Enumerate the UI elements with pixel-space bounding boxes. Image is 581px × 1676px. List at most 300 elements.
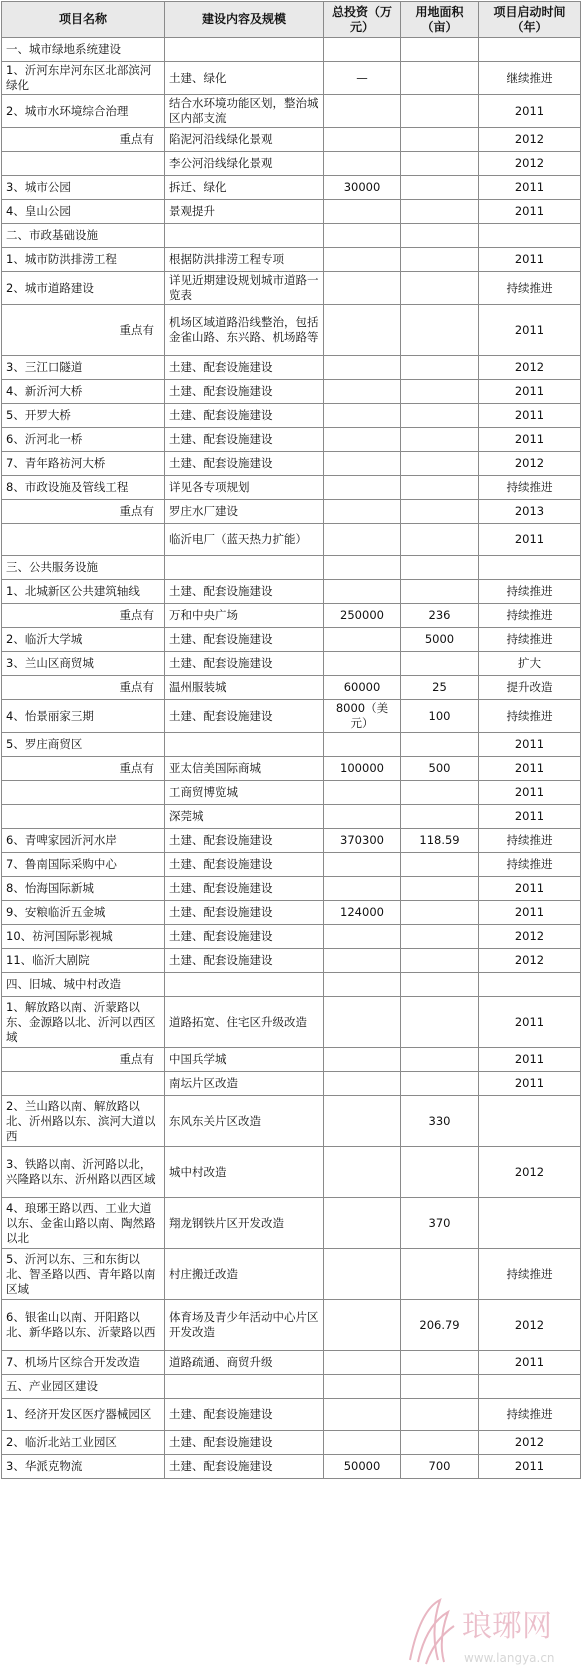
land-area-cell: 700 <box>401 1455 479 1479</box>
table-row <box>2 248 581 272</box>
investment-cell <box>324 1048 401 1072</box>
investment-cell <box>324 272 401 305</box>
land-area-cell <box>401 428 479 452</box>
table-row <box>2 700 581 733</box>
table-row <box>2 1048 581 1072</box>
investment-cell: 370300 <box>324 829 401 853</box>
content-cell: 土建、配套设施建设 <box>165 877 324 901</box>
project-name-cell: 6、沂河北一桥 <box>2 428 165 452</box>
content-cell: 土建、配套设施建设 <box>165 1455 324 1479</box>
start-year-cell: 2011 <box>479 733 581 757</box>
table-row <box>2 652 581 676</box>
land-area-cell: 118.59 <box>401 829 479 853</box>
start-year-cell: 2011 <box>479 997 581 1048</box>
section-title: 四、旧城、城中村改造 <box>2 973 165 997</box>
column-header-1: 建设内容及规模 <box>165 2 324 38</box>
table-row <box>2 949 581 973</box>
start-year-cell: 2012 <box>479 452 581 476</box>
table-row <box>2 152 581 176</box>
table-row <box>2 428 581 452</box>
land-area-cell: 370 <box>401 1198 479 1249</box>
content-cell: 南坛片区改造 <box>165 1072 324 1096</box>
investment-cell <box>324 1351 401 1375</box>
investment-cell <box>324 997 401 1048</box>
start-year-cell: 2011 <box>479 877 581 901</box>
investment-cell <box>324 652 401 676</box>
start-year-cell: 持续推进 <box>479 272 581 305</box>
investment-cell <box>324 781 401 805</box>
content-cell: 亚太信美国际商城 <box>165 757 324 781</box>
table-row <box>2 877 581 901</box>
investment-cell <box>324 500 401 524</box>
content-cell: 结合水环境功能区划，整治城区内部支流 <box>165 95 324 128</box>
land-area-cell <box>401 781 479 805</box>
land-area-cell <box>401 176 479 200</box>
start-year-cell: 2011 <box>479 428 581 452</box>
table-row <box>2 1431 581 1455</box>
table-row <box>2 805 581 829</box>
project-name-cell: 3、三江口隧道 <box>2 356 165 380</box>
empty-cell <box>401 38 479 62</box>
content-cell: 土建、配套设施建设 <box>165 853 324 877</box>
content-cell: 土建、配套设施建设 <box>165 428 324 452</box>
start-year-cell: 持续推进 <box>479 604 581 628</box>
content-cell: 万和中央广场 <box>165 604 324 628</box>
start-year-cell: 2012 <box>479 356 581 380</box>
table-row <box>2 500 581 524</box>
table-row <box>2 452 581 476</box>
project-name-cell: 1、解放路以南、沂蒙路以东、金源路以北、沂河以西区域 <box>2 997 165 1048</box>
empty-cell <box>324 1375 401 1399</box>
land-area-cell <box>401 853 479 877</box>
investment-cell <box>324 1300 401 1351</box>
table-row <box>2 305 581 356</box>
project-name-cell: 4、皇山公园 <box>2 200 165 224</box>
content-cell: 翔龙钢铁片区开发改造 <box>165 1198 324 1249</box>
table-row <box>2 604 581 628</box>
content-cell: 土建、配套设施建设 <box>165 829 324 853</box>
table-row <box>2 997 581 1048</box>
empty-cell <box>165 973 324 997</box>
project-name-cell: 重点有 <box>2 1048 165 1072</box>
project-name-cell: 4、琅琊王路以西、工业大道以东、金雀山路以南、陶然路以北 <box>2 1198 165 1249</box>
start-year-cell: 2011 <box>479 781 581 805</box>
project-name-cell <box>2 152 165 176</box>
start-year-cell: 持续推进 <box>479 829 581 853</box>
section-row <box>2 1375 581 1399</box>
start-year-cell: 2012 <box>479 1147 581 1198</box>
land-area-cell: 236 <box>401 604 479 628</box>
watermark-url: www.langya.cn <box>464 1651 555 1665</box>
start-year-cell: 持续推进 <box>479 1249 581 1300</box>
project-name-cell: 8、市政设施及管线工程 <box>2 476 165 500</box>
table-row <box>2 1351 581 1375</box>
content-cell: 土建、配套设施建设 <box>165 628 324 652</box>
empty-cell <box>401 1375 479 1399</box>
section-row <box>2 973 581 997</box>
land-area-cell: 206.79 <box>401 1300 479 1351</box>
investment-cell <box>324 452 401 476</box>
land-area-cell <box>401 805 479 829</box>
table-row <box>2 925 581 949</box>
start-year-cell: 2012 <box>479 152 581 176</box>
table-row <box>2 901 581 925</box>
content-cell: 土建、配套设施建设 <box>165 652 324 676</box>
content-cell: 土建、配套设施建设 <box>165 901 324 925</box>
content-cell: 深莞城 <box>165 805 324 829</box>
section-title: 三、公共服务设施 <box>2 556 165 580</box>
start-year-cell: 2011 <box>479 95 581 128</box>
project-name-cell <box>2 524 165 556</box>
empty-cell <box>401 556 479 580</box>
empty-cell <box>324 556 401 580</box>
content-cell: 临沂电厂（蓝天热力扩能） <box>165 524 324 556</box>
content-cell: 陷泥河沿线绿化景观 <box>165 128 324 152</box>
table-row <box>2 733 581 757</box>
investment-cell <box>324 200 401 224</box>
table-row <box>2 1096 581 1147</box>
land-area-cell <box>401 380 479 404</box>
start-year-cell: 持续推进 <box>479 853 581 877</box>
start-year-cell: 2011 <box>479 1351 581 1375</box>
project-name-cell: 5、开罗大桥 <box>2 404 165 428</box>
langya-watermark-logo <box>400 1590 578 1674</box>
start-year-cell: 持续推进 <box>479 628 581 652</box>
section-title: 五、产业园区建设 <box>2 1375 165 1399</box>
empty-cell <box>165 556 324 580</box>
land-area-cell <box>401 500 479 524</box>
investment-cell <box>324 1399 401 1431</box>
land-area-cell: 5000 <box>401 628 479 652</box>
project-name-cell: 8、怡海国际新城 <box>2 877 165 901</box>
start-year-cell <box>479 1096 581 1147</box>
table-row <box>2 1300 581 1351</box>
investment-cell: 30000 <box>324 176 401 200</box>
column-header-4: 项目启动时间（年） <box>479 2 581 38</box>
land-area-cell <box>401 1431 479 1455</box>
table-row <box>2 1455 581 1479</box>
project-name-cell: 重点有 <box>2 757 165 781</box>
land-area-cell: 500 <box>401 757 479 781</box>
land-area-cell <box>401 476 479 500</box>
project-name-cell: 6、银雀山以南、开阳路以北、新华路以东、沂蒙路以西 <box>2 1300 165 1351</box>
content-cell: 村庄搬迁改造 <box>165 1249 324 1300</box>
investment-cell <box>324 1147 401 1198</box>
content-cell: 体育场及青少年活动中心片区开发改造 <box>165 1300 324 1351</box>
project-name-cell: 3、华派克物流 <box>2 1455 165 1479</box>
project-name-cell: 重点有 <box>2 128 165 152</box>
start-year-cell: 2012 <box>479 949 581 973</box>
land-area-cell <box>401 305 479 356</box>
empty-cell <box>479 1375 581 1399</box>
land-area-cell <box>401 404 479 428</box>
empty-cell <box>479 38 581 62</box>
land-area-cell <box>401 1351 479 1375</box>
table-row <box>2 128 581 152</box>
investment-cell: 124000 <box>324 901 401 925</box>
table-row <box>2 829 581 853</box>
land-area-cell <box>401 356 479 380</box>
project-name-cell: 7、青年路祊河大桥 <box>2 452 165 476</box>
content-cell: 土建、配套设施建设 <box>165 700 324 733</box>
content-cell: 详见近期建设规划城市道路一览表 <box>165 272 324 305</box>
table-row <box>2 1072 581 1096</box>
project-name-cell: 2、城市道路建设 <box>2 272 165 305</box>
investment-cell: 8000（美元） <box>324 700 401 733</box>
section-row <box>2 38 581 62</box>
land-area-cell <box>401 95 479 128</box>
empty-cell <box>401 973 479 997</box>
land-area-cell <box>401 1399 479 1431</box>
content-cell <box>165 733 324 757</box>
content-cell: 土建、绿化 <box>165 62 324 95</box>
content-cell: 中国兵学城 <box>165 1048 324 1072</box>
investment-cell: 100000 <box>324 757 401 781</box>
project-name-cell: 2、临沂大学城 <box>2 628 165 652</box>
table-row <box>2 62 581 95</box>
land-area-cell <box>401 524 479 556</box>
table-row <box>2 853 581 877</box>
project-name-cell: 11、临沂大剧院 <box>2 949 165 973</box>
start-year-cell: 持续推进 <box>479 700 581 733</box>
start-year-cell: 2011 <box>479 805 581 829</box>
project-name-cell: 1、城市防洪排涝工程 <box>2 248 165 272</box>
table-row <box>2 524 581 556</box>
table-row <box>2 781 581 805</box>
start-year-cell: 2011 <box>479 1048 581 1072</box>
start-year-cell: 2011 <box>479 1455 581 1479</box>
empty-cell <box>324 973 401 997</box>
investment-cell <box>324 1198 401 1249</box>
investment-cell: 250000 <box>324 604 401 628</box>
content-cell: 景观提升 <box>165 200 324 224</box>
investment-cell <box>324 128 401 152</box>
content-cell: 罗庄水厂建设 <box>165 500 324 524</box>
project-name-cell: 1、经济开发区医疗器械园区 <box>2 1399 165 1431</box>
start-year-cell: 2011 <box>479 757 581 781</box>
empty-cell <box>479 224 581 248</box>
table-row <box>2 1249 581 1300</box>
content-cell: 土建、配套设施建设 <box>165 380 324 404</box>
investment-cell <box>324 1249 401 1300</box>
table-row <box>2 356 581 380</box>
land-area-cell <box>401 152 479 176</box>
start-year-cell: 2011 <box>479 901 581 925</box>
investment-cell <box>324 248 401 272</box>
start-year-cell <box>479 1198 581 1249</box>
investment-cell <box>324 380 401 404</box>
start-year-cell: 2011 <box>479 305 581 356</box>
land-area-cell <box>401 652 479 676</box>
land-area-cell <box>401 1147 479 1198</box>
project-name-cell: 4、怡景丽家三期 <box>2 700 165 733</box>
start-year-cell: 提升改造 <box>479 676 581 700</box>
section-title: 一、城市绿地系统建设 <box>2 38 165 62</box>
content-cell: 根据防洪排涝工程专项 <box>165 248 324 272</box>
land-area-cell <box>401 877 479 901</box>
start-year-cell: 2011 <box>479 1072 581 1096</box>
content-cell: 土建、配套设施建设 <box>165 925 324 949</box>
investment-cell <box>324 925 401 949</box>
land-area-cell: 25 <box>401 676 479 700</box>
land-area-cell <box>401 200 479 224</box>
content-cell: 东风东关片区改造 <box>165 1096 324 1147</box>
content-cell: 城中村改造 <box>165 1147 324 1198</box>
investment-cell <box>324 805 401 829</box>
project-name-cell: 7、机场片区综合开发改造 <box>2 1351 165 1375</box>
investment-cell <box>324 1096 401 1147</box>
empty-cell <box>479 973 581 997</box>
content-cell: 工商贸博览城 <box>165 781 324 805</box>
table-row <box>2 1399 581 1431</box>
table-row <box>2 200 581 224</box>
section-row <box>2 224 581 248</box>
start-year-cell: 2011 <box>479 248 581 272</box>
section-title: 二、市政基础设施 <box>2 224 165 248</box>
investment-cell <box>324 95 401 128</box>
land-area-cell <box>401 1048 479 1072</box>
empty-cell <box>479 556 581 580</box>
investment-cell <box>324 949 401 973</box>
land-area-cell <box>401 248 479 272</box>
project-name-cell: 2、兰山路以南、解放路以北、沂州路以东、滨河大道以西 <box>2 1096 165 1147</box>
table-row <box>2 757 581 781</box>
start-year-cell: 2011 <box>479 176 581 200</box>
investment-cell: — <box>324 62 401 95</box>
table-header-row <box>2 2 581 38</box>
project-name-cell: 1、北城新区公共建筑轴线 <box>2 580 165 604</box>
project-name-cell: 7、鲁南国际采购中心 <box>2 853 165 877</box>
content-cell: 李公河沿线绿化景观 <box>165 152 324 176</box>
table-row <box>2 404 581 428</box>
content-cell: 土建、配套设施建设 <box>165 949 324 973</box>
empty-cell <box>324 38 401 62</box>
investment-cell <box>324 428 401 452</box>
land-area-cell: 330 <box>401 1096 479 1147</box>
table-row <box>2 628 581 652</box>
empty-cell <box>165 38 324 62</box>
investment-cell <box>324 524 401 556</box>
project-name-cell: 重点有 <box>2 500 165 524</box>
project-name-cell: 3、城市公园 <box>2 176 165 200</box>
start-year-cell: 持续推进 <box>479 476 581 500</box>
start-year-cell: 扩大 <box>479 652 581 676</box>
investment-cell <box>324 152 401 176</box>
investment-cell <box>324 476 401 500</box>
land-area-cell <box>401 1249 479 1300</box>
table-row <box>2 580 581 604</box>
table-row <box>2 176 581 200</box>
watermark-text: 琅琊网 <box>462 1609 552 1644</box>
investment-cell <box>324 580 401 604</box>
land-area-cell <box>401 62 479 95</box>
start-year-cell: 2013 <box>479 500 581 524</box>
project-name-cell <box>2 1072 165 1096</box>
project-name-cell: 重点有 <box>2 305 165 356</box>
empty-cell <box>401 224 479 248</box>
project-name-cell: 重点有 <box>2 676 165 700</box>
land-area-cell <box>401 580 479 604</box>
investment-cell: 60000 <box>324 676 401 700</box>
project-name-cell: 10、祊河国际影视城 <box>2 925 165 949</box>
project-name-cell: 5、罗庄商贸区 <box>2 733 165 757</box>
table-row <box>2 380 581 404</box>
start-year-cell: 2012 <box>479 925 581 949</box>
project-name-cell: 3、铁路以南、沂河路以北，兴隆路以东、沂州路以西区域 <box>2 1147 165 1198</box>
land-area-cell <box>401 949 479 973</box>
content-cell: 温州服装城 <box>165 676 324 700</box>
table-row <box>2 676 581 700</box>
empty-cell <box>324 224 401 248</box>
start-year-cell: 2011 <box>479 380 581 404</box>
table-row <box>2 1147 581 1198</box>
land-area-cell <box>401 925 479 949</box>
section-row <box>2 556 581 580</box>
start-year-cell: 2012 <box>479 128 581 152</box>
land-area-cell <box>401 1072 479 1096</box>
content-cell: 土建、配套设施建设 <box>165 356 324 380</box>
project-name-cell: 4、新沂河大桥 <box>2 380 165 404</box>
project-name-cell: 2、城市水环境综合治理 <box>2 95 165 128</box>
investment-cell <box>324 877 401 901</box>
land-area-cell <box>401 997 479 1048</box>
land-area-cell: 100 <box>401 700 479 733</box>
investment-cell <box>324 733 401 757</box>
project-name-cell <box>2 805 165 829</box>
content-cell: 土建、配套设施建设 <box>165 1399 324 1431</box>
empty-cell <box>165 224 324 248</box>
project-name-cell: 1、沂河东岸河东区北部滨河绿化 <box>2 62 165 95</box>
investment-cell <box>324 305 401 356</box>
table-row <box>2 476 581 500</box>
content-cell: 机场区域道路沿线整治，包括金雀山路、东兴路、机场路等 <box>165 305 324 356</box>
column-header-3: 用地面积（亩） <box>401 2 479 38</box>
start-year-cell: 持续推进 <box>479 580 581 604</box>
content-cell: 拆迁、绿化 <box>165 176 324 200</box>
project-name-cell <box>2 781 165 805</box>
investment-cell <box>324 1431 401 1455</box>
content-cell: 道路疏通、商贸升级 <box>165 1351 324 1375</box>
project-name-cell: 6、青啤家园沂河水岸 <box>2 829 165 853</box>
content-cell: 土建、配套设施建设 <box>165 404 324 428</box>
project-name-cell: 9、安粮临沂五金城 <box>2 901 165 925</box>
start-year-cell: 2011 <box>479 200 581 224</box>
start-year-cell: 2011 <box>479 404 581 428</box>
table-row <box>2 1198 581 1249</box>
investment-cell <box>324 356 401 380</box>
column-header-0: 项目名称 <box>2 2 165 38</box>
land-area-cell <box>401 901 479 925</box>
start-year-cell: 2011 <box>479 524 581 556</box>
content-cell: 土建、配套设施建设 <box>165 1431 324 1455</box>
start-year-cell: 持续推进 <box>479 1399 581 1431</box>
investment-cell <box>324 628 401 652</box>
content-cell: 土建、配套设施建设 <box>165 452 324 476</box>
investment-cell <box>324 853 401 877</box>
investment-cell <box>324 404 401 428</box>
investment-cell: 50000 <box>324 1455 401 1479</box>
land-area-cell <box>401 733 479 757</box>
content-cell: 土建、配套设施建设 <box>165 580 324 604</box>
project-name-cell: 2、临沂北站工业园区 <box>2 1431 165 1455</box>
project-name-cell: 5、沂河以东、三和东街以北、智圣路以西、青年路以南区域 <box>2 1249 165 1300</box>
land-area-cell <box>401 128 479 152</box>
project-name-cell: 重点有 <box>2 604 165 628</box>
start-year-cell: 2012 <box>479 1431 581 1455</box>
content-cell: 详见各专项规划 <box>165 476 324 500</box>
column-header-2: 总投资（万元） <box>324 2 401 38</box>
land-area-cell <box>401 272 479 305</box>
